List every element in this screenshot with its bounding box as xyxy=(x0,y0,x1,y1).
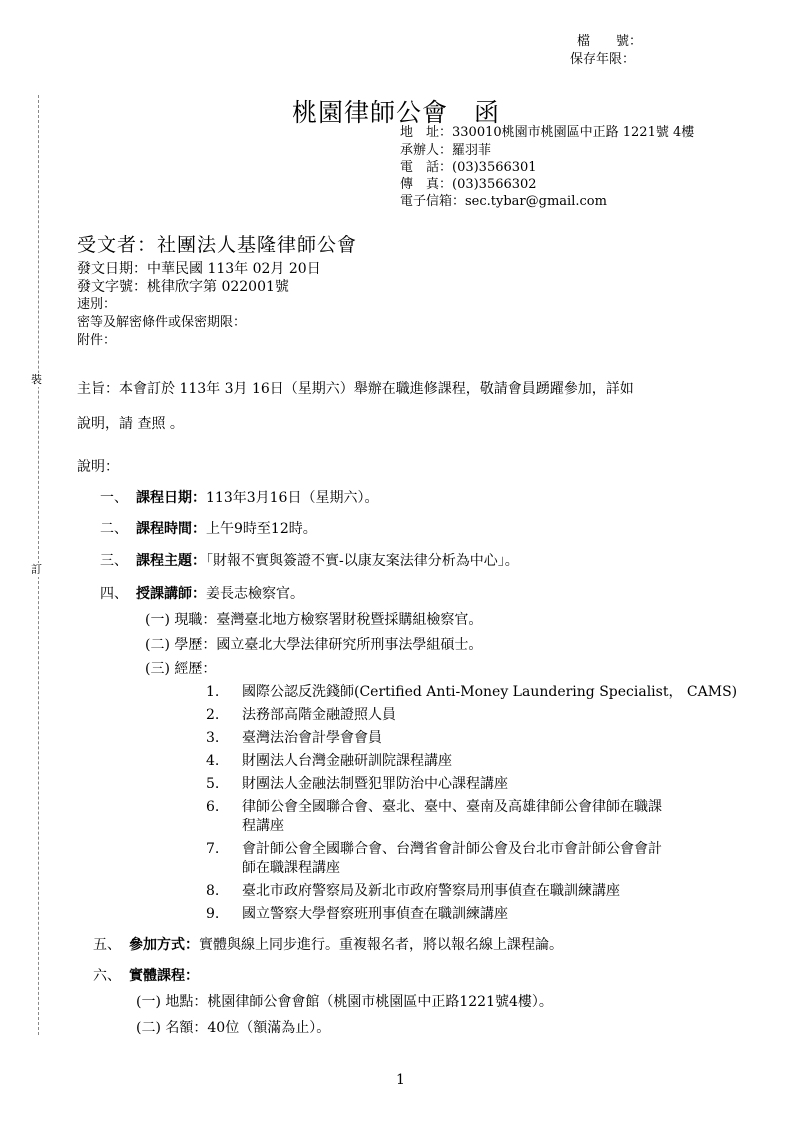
experience-number: 2. xyxy=(206,707,220,723)
item-number: 二、 xyxy=(100,521,128,537)
item-text: 姜長志檢察官。 xyxy=(206,586,304,602)
experience-item xyxy=(206,882,620,900)
experience-text: 律師公會全國聯合會、臺北、臺中、臺南及高雄律師公會律師在職課 xyxy=(242,799,662,815)
item-text: 113年3月16日（星期六）。 xyxy=(206,490,379,506)
item-4 xyxy=(100,585,304,603)
binding-mark-top: 裝 xyxy=(31,373,42,386)
subject-line-2: 說明，請 查照 。 xyxy=(77,416,184,432)
experience-item xyxy=(206,840,662,858)
experience-item xyxy=(206,752,452,770)
experience-text: 會計師公會全國聯合會、台灣省會計師公會及台北市會計師公會會計 xyxy=(242,841,662,857)
item-label: 實體課程： xyxy=(129,968,199,984)
item-label: 授課講師： xyxy=(136,586,206,602)
sender-phone: 電 話：(03)3566301 xyxy=(400,160,537,175)
experience-number: 5. xyxy=(206,776,220,792)
item-1 xyxy=(100,489,378,507)
document-number: 發文字號：桃律欣字第 022001號 xyxy=(77,279,289,295)
experience-text: 國立警察大學督察班刑事偵查在職訓練講座 xyxy=(242,906,508,922)
experience-item xyxy=(206,683,737,701)
experience-text: 國際公認反洗錢師(Certified Anti-Money Laundering Specialist， CAMS) xyxy=(242,684,738,700)
binding-mark-bottom: 訂 xyxy=(31,563,42,576)
experience-number: 1. xyxy=(206,684,220,700)
page-number: 1 xyxy=(396,1072,405,1088)
experience-number: 6. xyxy=(206,799,220,815)
item-label: 課程日期： xyxy=(136,490,206,506)
sender-fax: 傳 真：(03)3566302 xyxy=(400,177,537,192)
item-label: 課程主題： xyxy=(136,553,206,569)
issue-date: 發文日期：中華民國 113年 02月 20日 xyxy=(77,261,321,277)
document-title: 桃園律師公會 函 xyxy=(292,98,501,127)
experience-number: 9. xyxy=(206,906,220,922)
experience-text: 財團法人金融法制暨犯罪防治中心課程講座 xyxy=(242,776,508,792)
subject-line-1: 主旨：本會訂於 113年 3月 16日（星期六）舉辦在職進修課程，敬請會員踴躍參加，詳如 xyxy=(77,381,634,397)
item-label: 課程時間： xyxy=(136,521,206,537)
secrecy-level: 密等及解密條件或保密期限： xyxy=(77,315,247,330)
experience-number: 3. xyxy=(206,730,220,746)
recipient: 受文者：社團法人基隆律師公會 xyxy=(77,234,358,256)
sender-address: 地 址：330010桃園市桃園區中正路 1221號 4樓 xyxy=(400,125,695,140)
experience-text: 臺灣法治會計學會會員 xyxy=(242,730,382,746)
item-number: 三、 xyxy=(100,553,128,569)
item-4-current-post: (一) 現職：臺灣臺北地方檢察署財稅暨採購組檢察官。 xyxy=(145,612,483,628)
experience-item xyxy=(206,775,508,793)
experience-text: 臺北市政府警察局及新北市政府警察局刑事偵查在職訓練講座 xyxy=(242,883,620,899)
item-number: 一、 xyxy=(100,490,128,506)
speed-class: 速別： xyxy=(77,297,117,312)
experience-item xyxy=(206,798,662,816)
sender-email: 電子信箱：sec.tybar@gmail.com xyxy=(400,194,607,209)
item-label: 參加方式： xyxy=(129,937,199,953)
experience-item xyxy=(206,706,396,724)
item-4-education: (二) 學歷：國立臺北大學法律研究所刑事法學組碩士。 xyxy=(145,637,483,653)
experience-number: 8. xyxy=(206,883,220,899)
sender-contact: 承辦人：羅羽菲 xyxy=(400,143,492,158)
experience-item xyxy=(206,729,382,747)
item-5 xyxy=(93,936,563,954)
experience-text: 法務部高階金融證照人員 xyxy=(242,707,396,723)
experience-item xyxy=(206,905,508,923)
attachment: 附件： xyxy=(77,333,117,348)
retention-period-label: 保存年限： xyxy=(570,52,636,67)
item-number: 六、 xyxy=(93,968,121,984)
item-text: 上午9時至12時。 xyxy=(206,521,317,537)
item-4-experience-label: (三) 經歷： xyxy=(145,661,217,677)
item-number: 四、 xyxy=(100,586,128,602)
experience-continuation: 師在職課程講座 xyxy=(242,860,340,876)
experience-continuation: 程講座 xyxy=(242,818,284,834)
item-2 xyxy=(100,520,317,538)
item-number: 五、 xyxy=(93,937,121,953)
explanation-label: 說明： xyxy=(77,459,119,475)
item-text: 實體與線上同步進行。重複報名者，將以報名線上課程論。 xyxy=(199,937,563,953)
item-6 xyxy=(93,967,199,985)
experience-text: 財團法人台灣金融研訓院課程講座 xyxy=(242,753,452,769)
item-3 xyxy=(100,552,519,570)
experience-number: 7. xyxy=(206,841,220,857)
experience-number: 4. xyxy=(206,753,220,769)
file-number-label: 檔 號： xyxy=(577,34,643,49)
item-6-quota: (二) 名額：40位（額滿為止）。 xyxy=(136,1020,331,1036)
item-text: 「財報不實與簽證不實-以康友案法律分析為中心」。 xyxy=(206,553,519,569)
item-6-location: (一) 地點：桃園律師公會會館（桃園市桃園區中正路1221號4樓）。 xyxy=(136,994,553,1010)
